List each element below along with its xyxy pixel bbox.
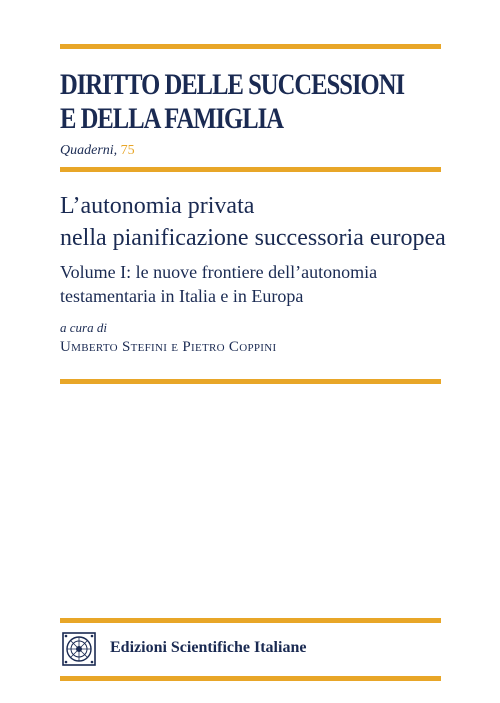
book-title-line-1: L’autonomia privata (60, 193, 255, 219)
publisher-name: Edizioni Scientifiche Italiane (110, 639, 307, 656)
quaderni-number: 75 (120, 143, 135, 158)
volume-line-1: Volume I: le nuove frontiere dell’autonomia (60, 262, 378, 282)
publisher-top-rule (60, 618, 441, 623)
top-rule (60, 44, 441, 49)
bottom-rule (60, 676, 441, 681)
book-title-line-2: nella pianificazione successoria europea (60, 225, 446, 251)
series-title (60, 68, 405, 136)
volume-subtitle (60, 260, 460, 308)
upper-divider-rule (60, 167, 441, 172)
book-title (60, 190, 460, 254)
series-number (60, 143, 135, 159)
curatela-label: a cura di (60, 320, 107, 335)
series-title-line-1: DIRITTO DELLE SUCCESSIONI (60, 68, 405, 101)
series-title-line-2: E DELLA FAMIGLIA (60, 102, 284, 135)
volume-line-2: testamentaria in Italia e in Europa (60, 286, 304, 306)
middle-divider-rule (60, 379, 441, 384)
quaderni-label: Quaderni, (60, 143, 118, 158)
publisher-seal-icon (62, 632, 96, 666)
editors-names: Umberto Stefini e Pietro Coppini (60, 339, 277, 355)
